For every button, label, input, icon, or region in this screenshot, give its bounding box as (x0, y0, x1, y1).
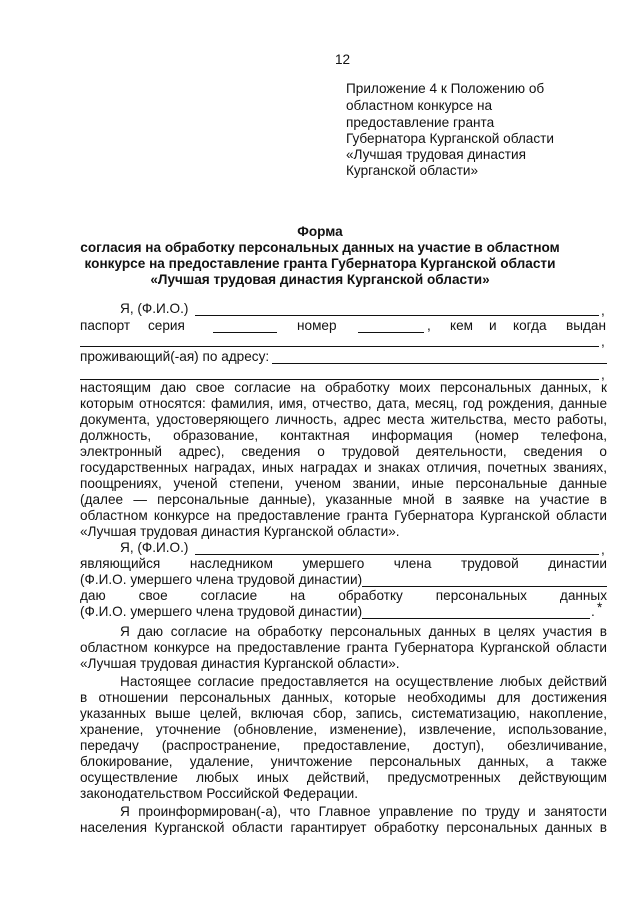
goal-line: Я даю согласие на обработку персональных данных в целях участия в (120, 624, 607, 639)
consent-line: настоящим даю свое согласие на обработку моих персональных данных, к (80, 380, 607, 395)
when-label: когда (513, 318, 547, 333)
consent-line: электронный адрес), сведения о трудовой деятельности, сведения о (80, 444, 607, 459)
actions-line: законодательством Российской Федерации. (80, 786, 358, 801)
appendix-line: Губернатора Курганской области (346, 131, 554, 146)
deceased-fio-label: (Ф.И.О. умершего члена трудовой династии) (80, 572, 363, 587)
issued-by-label: кем (450, 318, 474, 333)
actions-line: Настоящее согласие предоставляется на осуществление любых действий (120, 674, 607, 689)
appendix-line: областном конкурсе на (346, 98, 493, 113)
consent-line: государственных наградах, иных наградах и знаках отличия, почетных званиях, (80, 460, 607, 475)
actions-line: в отношении персональных данных, которые необходимы для достижения (80, 690, 607, 705)
appendix-line: «Лучшая трудовая династия (346, 147, 526, 162)
title-line: Форма (297, 224, 343, 239)
informed-line: населения Курганской области гарантирует обработку персональных данных в (80, 820, 607, 835)
consent-line: документа, удостоверяющего личность, адрес места жительства, место работы, (80, 412, 607, 427)
comma: , (427, 318, 431, 333)
series-label: серия (148, 318, 185, 333)
passport-number-field[interactable] (358, 332, 424, 333)
informed-line: Я проинформирован(-а), что Главное управление по труду и занятости (120, 804, 607, 819)
consent-line: (далее — персональные данные), указанные мной в заявке на участие в (80, 492, 607, 507)
actions-line: блокирование, удаление, уничтожение персональных данных, а также (80, 754, 607, 769)
consent-line: должность, образование, контактная информация (номер телефона, (80, 428, 607, 443)
number-label: номер (297, 318, 337, 333)
actions-line: указанных выше целей, включая сбор, запись, систематизацию, накопление, (80, 706, 607, 721)
heir-line: являющийся наследником умершего члена трудовой династии (80, 556, 607, 571)
consent-line: которым относятся: фамилия, имя, отчество, дата, месяц, год рождения, данные (80, 396, 607, 411)
passport-label: паспорт (80, 318, 131, 333)
appendix-line: Курганской области» (346, 163, 479, 178)
deceased-fio-label: (Ф.И.О. умершего члена трудовой династии) (80, 604, 363, 619)
title-line: «Лучшая трудовая династия Курганской области» (150, 272, 490, 287)
fio-field[interactable] (195, 315, 599, 316)
consent-line: поощрениях, ученой степени, ученом звании, иные персональные данные (80, 476, 607, 491)
issued-label: выдан (566, 318, 606, 333)
heir-fio-label: Я, (Ф.И.О.) (120, 540, 189, 555)
comma: , (601, 367, 605, 382)
heir-fio-field[interactable] (195, 554, 599, 555)
comma: , (601, 303, 605, 318)
title-line: согласия на обработку персональных данных на участие в областном (80, 240, 560, 255)
consent-line: областном конкурсе на предоставление гранта Губернатора Курганской области (80, 508, 607, 523)
actions-line: передачу (распространение, предоставление, доступ), обезличивание, (80, 738, 607, 753)
goal-line: областном конкурсе на предоставление гранта Губернатора Курганской области (80, 640, 607, 655)
comma: , (601, 334, 605, 349)
page-number: 12 (335, 52, 351, 67)
actions-line: осуществление любых иных действий, предусмотренных действующим (80, 770, 607, 785)
appendix-line: предоставление гранта (346, 115, 495, 130)
goal-line: «Лучшая трудовая династия Курганской области». (80, 656, 400, 671)
period: . (591, 604, 595, 619)
address-field[interactable] (272, 363, 607, 364)
passport-series-field[interactable] (213, 332, 277, 333)
title-line: конкурсе на предоставление гранта Губернатора Курганской области (84, 256, 556, 271)
and-label: и (489, 318, 497, 333)
give-consent-line: даю свое согласие на обработку персональных данных (80, 588, 607, 603)
fio-label: Я, (Ф.И.О.) (120, 301, 189, 316)
actions-line: хранение, уточнение (обновление, изменение), извлечение, использование, (80, 722, 607, 737)
passport-issuer-field[interactable] (80, 346, 599, 347)
deceased-fio-field[interactable] (362, 586, 607, 587)
asterisk: * (597, 600, 603, 615)
deceased-fio-field-2[interactable] (362, 618, 590, 619)
comma: , (601, 542, 605, 557)
address-label: проживающий(-ая) по адресу: (80, 349, 270, 364)
consent-line: «Лучшая трудовая династия Курганской области». (80, 524, 400, 539)
appendix-line: Приложение 4 к Положению об (346, 81, 545, 96)
